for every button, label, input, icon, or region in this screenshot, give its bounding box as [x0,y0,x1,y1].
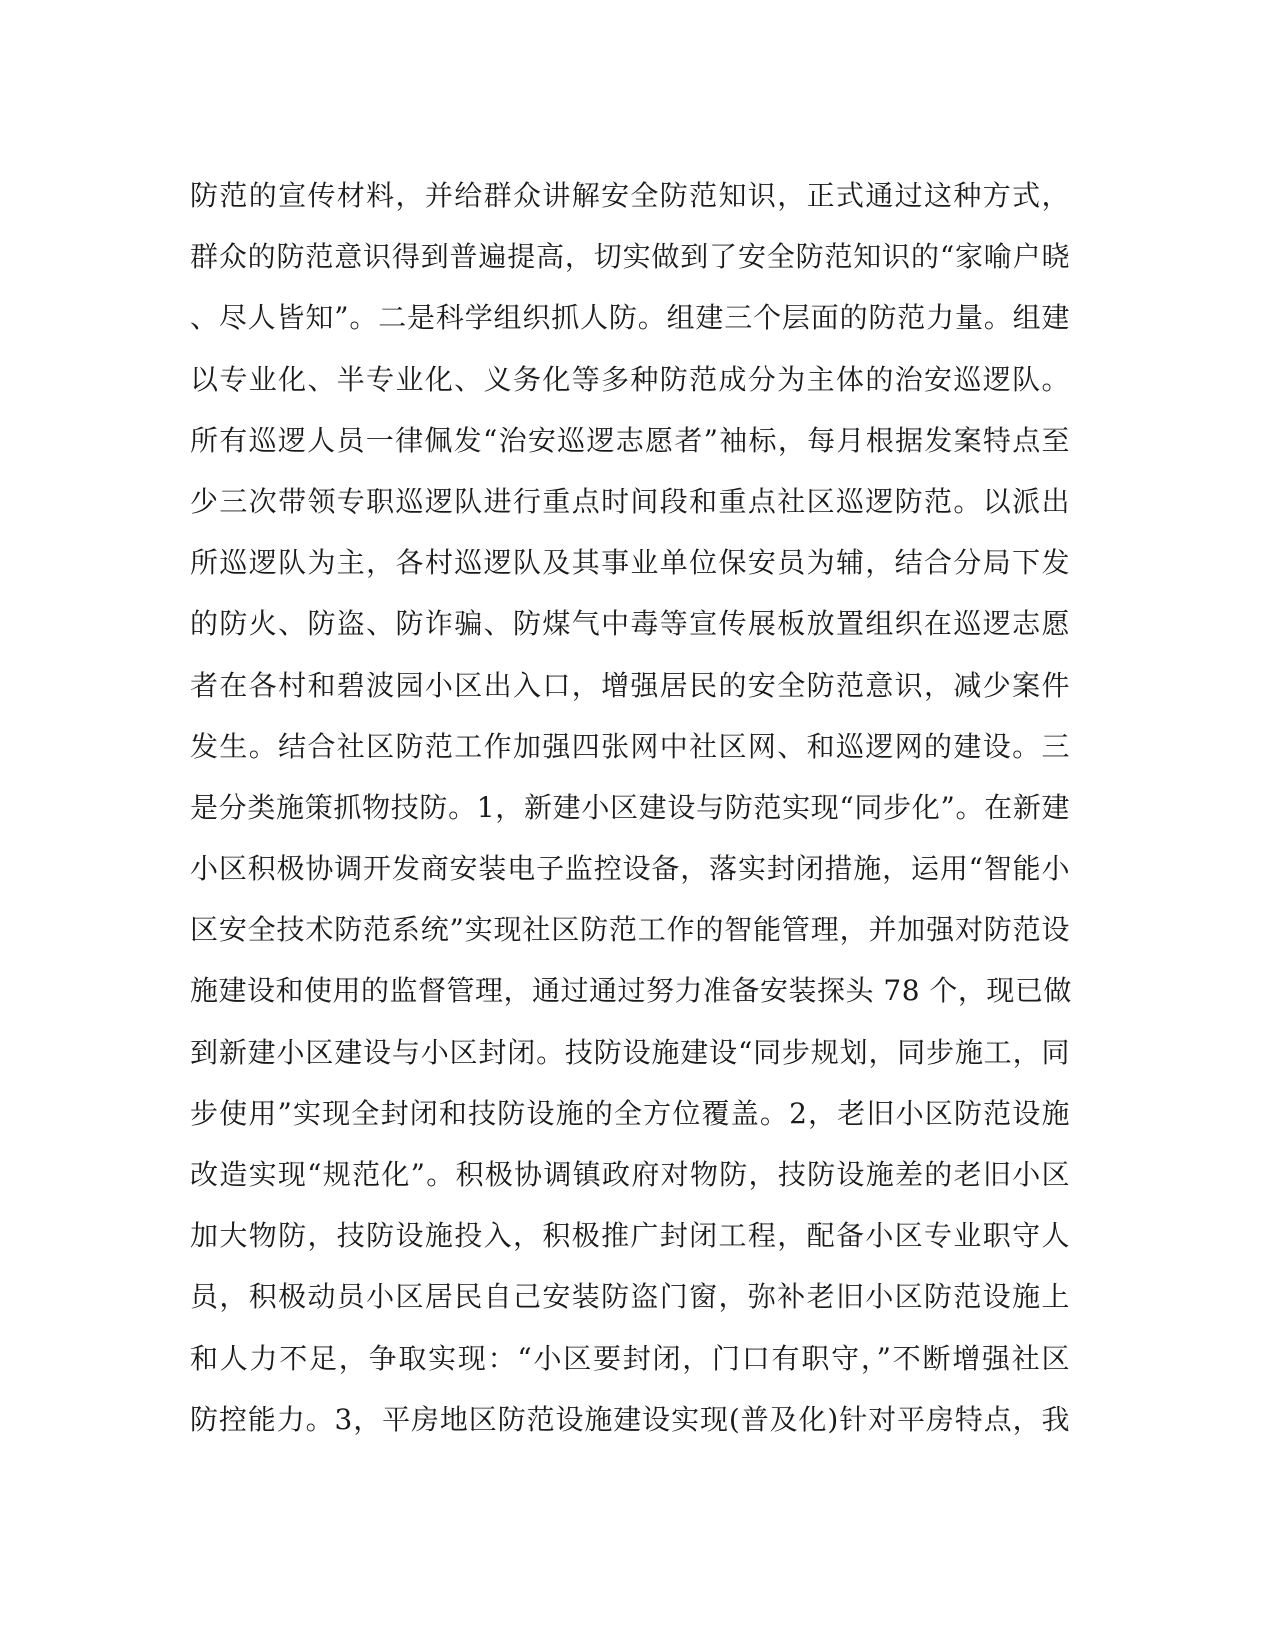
text-line: 防范的宣传材料，并给群众讲解安全防范知识，正式通过这种方式， [190,179,1070,212]
body-text [190,165,1070,1450]
text-line: 以专业化、半专业化、义务化等多种防范成分为主体的治安巡逻队。 [190,362,1070,396]
text-line: 小区积极协调开发商安装电子监控设备，落实封闭措施，运用“智能小 [190,852,1070,886]
text-line: 发生。结合社区防范工作加强四张网中社区网、和巡逻网的建设。三 [190,729,1070,763]
text-line: 步使用”实现全封闭和技防设施的全方位覆盖。2，老旧小区防范设施 [190,1096,1070,1130]
text-line: 到新建小区建设与小区封闭。技防设施建设“同步规划，同步施工，同 [190,1035,1070,1069]
text-line: 者在各村和碧波园小区出入口，增强居民的安全防范意识，减少案件 [190,668,1070,702]
text-line: 员，积极动员小区居民自己安装防盗门窗，弥补老旧小区防范设施上 [190,1280,1070,1314]
text-line: 所有巡逻人员一律佩发“治安巡逻志愿者”袖标，每月根据发案特点至 [190,423,1070,457]
text-line: 加大物防，技防设施投入，积极推广封闭工程，配备小区专业职守人 [190,1219,1070,1253]
text-line: 是分类施策抓物技防。1，新建小区建设与防范实现“同步化”。在新建 [190,790,1070,824]
text-line: 群众的防范意识得到普遍提高，切实做到了安全防范知识的“家喻户晓 [190,240,1070,274]
text-line: 改造实现“规范化”。积极协调镇政府对物防，技防设施差的老旧小区 [190,1158,1070,1191]
text-line: 防控能力。3，平房地区防范设施建设实现(普及化)针对平房特点，我 [190,1402,1070,1436]
text-line: 施建设和使用的监督管理，通过通过努力准备安装探头 78 个，现已做 [190,974,1072,1008]
text-line: 所巡逻队为主，各村巡逻队及其事业单位保安员为辅，结合分局下发 [190,546,1070,580]
text-line: 和人力不足，争取实现：“小区要封闭，门口有职守，”不断增强社区 [190,1341,1070,1375]
text-line: 的防火、防盗、防诈骗、防煤气中毒等宣传展板放置组织在巡逻志愿 [190,607,1070,641]
text-line: 、尽人皆知”。二是科学组织抓人防。组建三个层面的防范力量。组建 [190,301,1070,335]
text-line: 少三次带领专职巡逻队进行重点时间段和重点社区巡逻防范。以派出 [190,484,1070,518]
text-line: 区安全技术防范系统”实现社区防范工作的智能管理，并加强对防范设 [190,913,1070,947]
